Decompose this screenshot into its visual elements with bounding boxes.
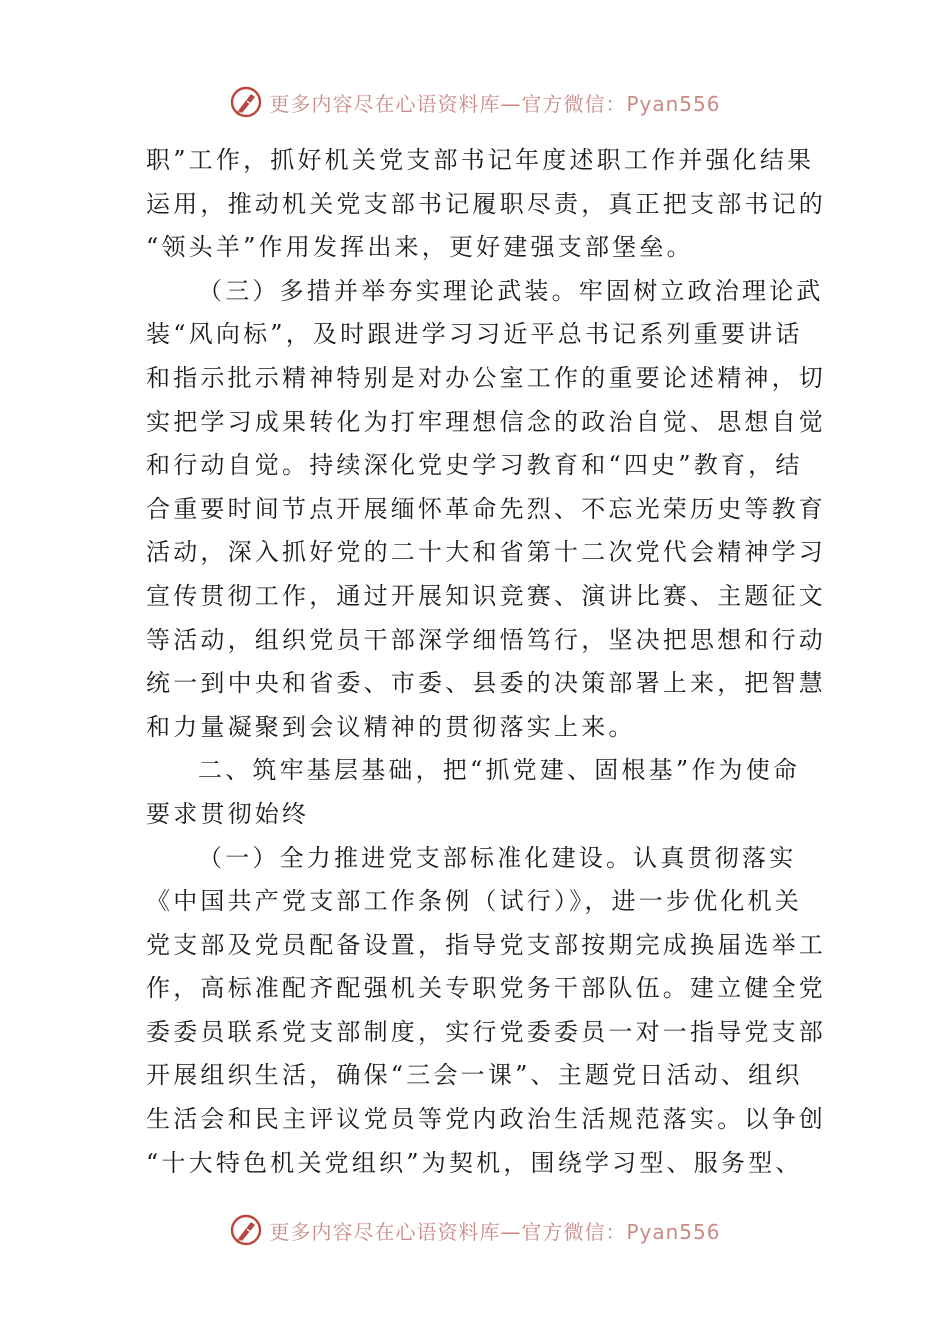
text-line: “十大特色机关党组织”为契机，围绕学习型、服务型、 [146,1148,803,1177]
text-line: 二、筑牢基层基础，把“抓党建、固根基”作为使命 [198,756,801,785]
banner-text: 更多内容尽在心语资料库—官方微信：Pyan556 [269,1219,721,1244]
text-line: 运用，推动机关党支部书记履职尽责，真正把支部书记的 [146,189,826,218]
text-line: 宣传贯彻工作，通过开展知识竞赛、演讲比赛、主题征文 [146,581,826,610]
text-line: 党支部及党员配备设置，指导党支部按期完成换届选举工 [146,930,826,959]
footer-banner [0,1210,950,1250]
pen-nib-circle-icon [229,85,263,119]
text-line: 实把学习成果转化为打牢理想信念的政治自觉、思想自觉 [146,407,826,436]
text-line: 和力量凝聚到会议精神的贯彻落实上来。 [146,712,636,741]
banner-text: 更多内容尽在心语资料库—官方微信：Pyan556 [269,91,721,116]
text-line: 和指示批示精神特别是对办公室工作的重要论述精神，切 [146,363,826,392]
pen-nib-circle-icon [229,1213,263,1247]
text-line: （一）全力推进党支部标准化建设。认真贯彻落实 [198,843,797,872]
text-line: 开展组织生活，确保“三会一课”、主题党日活动、组织 [146,1061,803,1090]
text-line: 作，高标准配齐配强机关专职党务干部队伍。建立健全党 [146,974,826,1003]
text-line: “领头羊”作用发挥出来，更好建强支部堡垒。 [146,233,694,262]
text-line: 职”工作，抓好机关党支部书记年度述职工作并强化结果 [146,146,815,174]
text-line: 要求贯彻始终 [146,799,310,828]
text-line: 和行动自觉。持续深化党史学习教育和“四史”教育，结 [146,451,803,480]
header-banner [0,82,950,122]
text-line: 《中国共产党支部工作条例（试行）》，进一步优化机关 [146,887,802,916]
text-line: 装“风向标”，及时跟进学习习近平总书记系列重要讲话 [146,320,803,349]
text-line: 委委员联系党支部制度，实行党委委员一对一指导党支部 [146,1017,826,1046]
text-line: 合重要时间节点开展缅怀革命先烈、不忘光荣历史等教育 [146,494,826,523]
document-body [146,139,826,1185]
text-line: 统一到中央和省委、市委、县委的决策部署上来，把智慧 [146,669,826,698]
text-line: 生活会和民主评议党员等党内政治生活规范落实。以争创 [146,1105,826,1134]
text-line: 等活动，组织党员干部深学细悟笃行，坚决把思想和行动 [146,625,826,654]
text-line: （三）多措并举夯实理论武装。牢固树立政治理论武 [198,276,824,305]
text-line: 活动，深入抓好党的二十大和省第十二次党代会精神学习 [146,538,826,567]
